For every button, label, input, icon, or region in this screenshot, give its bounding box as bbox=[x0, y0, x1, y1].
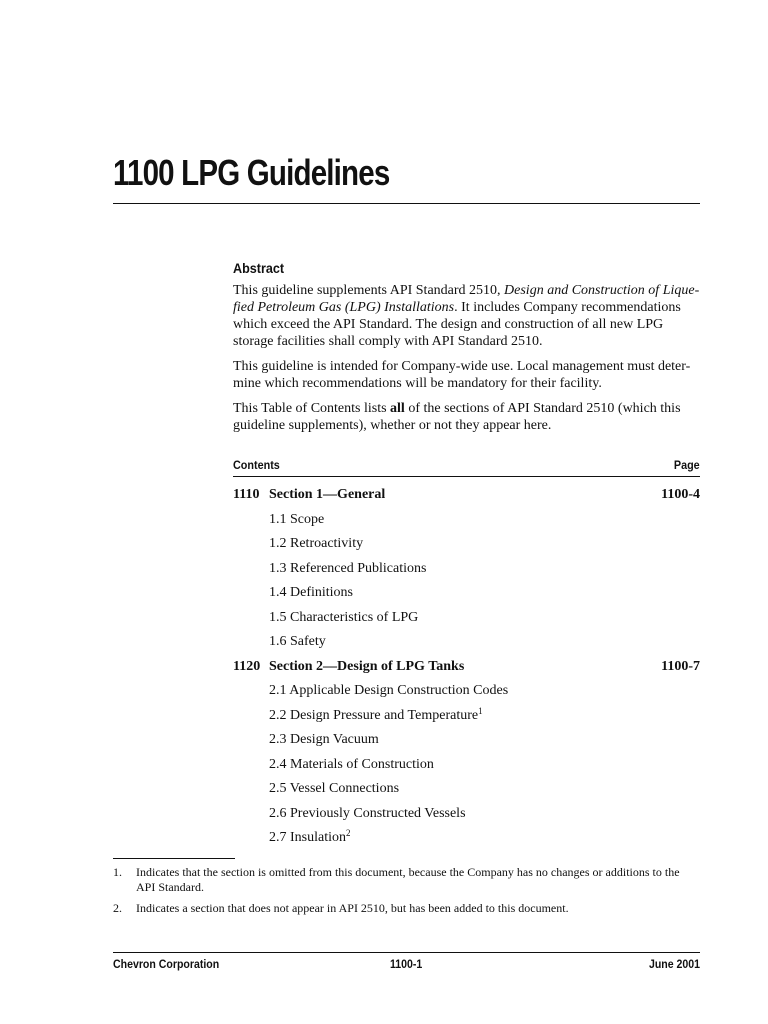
toc-item-row bbox=[233, 584, 700, 609]
toc-item-label: 2.1 Applicable Design Construction Codes bbox=[269, 683, 509, 698]
footer-page-number: 1100-1 bbox=[390, 957, 423, 971]
toc-item-label-wrap bbox=[269, 633, 326, 650]
toc-item-label: 1.6 Safety bbox=[269, 634, 326, 649]
toc-item-row bbox=[233, 829, 700, 854]
abstract-paragraph-1 bbox=[233, 282, 700, 350]
footnote-number: 2. bbox=[113, 901, 122, 915]
abstract-paragraph-3 bbox=[233, 400, 700, 434]
toc-item-label: 1.2 Retroactivity bbox=[269, 536, 364, 551]
footnote-divider bbox=[113, 858, 235, 859]
toc-item-row bbox=[233, 560, 700, 585]
contents-label: Contents bbox=[233, 458, 280, 472]
toc-section-page: 1100-7 bbox=[661, 658, 700, 674]
toc-item-row bbox=[233, 535, 700, 560]
footnote-text: Indicates that the section is omitted from this document, because the Company has no changes or additions to the API Standard. bbox=[136, 865, 680, 894]
toc-item-row bbox=[233, 780, 700, 805]
footer-date: June 2001 bbox=[648, 957, 700, 971]
abstract-p1-text-b: . It includes Company recommendations which exceed the API Standard. The design and construction of all new LPG storage facilities shall comply with API Standard 2510. bbox=[233, 300, 681, 349]
table-of-contents bbox=[233, 486, 700, 854]
toc-section-row bbox=[233, 658, 700, 683]
footnotes bbox=[113, 865, 700, 922]
toc-section-title: Section 2—Design of LPG Tanks bbox=[269, 658, 465, 674]
title-divider bbox=[113, 203, 700, 204]
toc-section-title: Section 1—General bbox=[269, 487, 386, 502]
abstract-p3-text-a: This Table of Contents lists bbox=[233, 401, 391, 416]
abstract-p3-text-b: of the sections of API Standard 2510 (which this guideline supplements), whether or not they appear here. bbox=[233, 401, 681, 433]
footer-divider bbox=[113, 952, 700, 953]
footnote-text: Indicates a section that does not appear in API 2510, but has been added to this document. bbox=[136, 901, 569, 915]
page-column-label: Page bbox=[674, 458, 700, 472]
toc-item-label-wrap bbox=[269, 511, 324, 528]
toc-item-label-wrap bbox=[269, 731, 379, 748]
footnote-number: 1. bbox=[113, 865, 122, 879]
toc-item-row bbox=[233, 805, 700, 830]
toc-item-label-wrap bbox=[269, 829, 351, 846]
toc-item-label: 1.5 Characteristics of LPG bbox=[269, 609, 419, 625]
toc-item-label-wrap bbox=[269, 609, 418, 626]
contents-divider bbox=[233, 476, 700, 477]
abstract-heading: Abstract bbox=[233, 260, 285, 276]
toc-item-label-wrap bbox=[269, 780, 399, 797]
toc-item-label: 2.4 Materials of Construction bbox=[269, 756, 434, 772]
toc-item-row bbox=[233, 731, 700, 756]
toc-item-row bbox=[233, 609, 700, 634]
toc-item-label-wrap bbox=[269, 805, 466, 822]
toc-item-label-wrap bbox=[269, 682, 508, 699]
toc-section-row bbox=[233, 486, 700, 511]
toc-item-label-wrap bbox=[269, 535, 363, 552]
toc-item-row bbox=[233, 511, 700, 536]
toc-item-label-wrap bbox=[269, 584, 353, 601]
toc-item-row bbox=[233, 682, 700, 707]
footnote-item bbox=[113, 865, 700, 895]
footer-company: Chevron Corporation bbox=[113, 957, 220, 971]
toc-item-row bbox=[233, 633, 700, 658]
toc-item-label: 1.3 Referenced Publications bbox=[269, 560, 427, 576]
toc-item-label-wrap bbox=[269, 560, 426, 577]
toc-item-label: 2.7 Insulation bbox=[269, 830, 346, 845]
toc-item-label: 2.5 Vessel Connections bbox=[269, 781, 400, 796]
abstract-paragraph-2: This guideline is intended for Company-wide use. Local management must deter-mine which recommendations will be mandatory for their facility. bbox=[233, 359, 691, 391]
abstract-p3-emphasis: all bbox=[390, 401, 405, 416]
abstract-p1-title: Design and Construction of Lique-fied Petroleum Gas (LPG) Installations bbox=[233, 283, 700, 315]
toc-section-page: 1100-4 bbox=[661, 487, 700, 502]
toc-item-label: 2.6 Previously Constructed Vessels bbox=[269, 805, 466, 821]
toc-item-row bbox=[233, 756, 700, 781]
footnote-marker: 1 bbox=[478, 705, 483, 716]
toc-item-row bbox=[233, 707, 700, 732]
toc-section-number: 1110 bbox=[233, 487, 260, 502]
toc-item-label: 1.1 Scope bbox=[269, 511, 325, 527]
contents-header bbox=[233, 458, 700, 476]
toc-item-label-wrap bbox=[269, 756, 434, 773]
page-title: 1100 LPG Guidelines bbox=[113, 152, 390, 193]
abstract-section bbox=[233, 260, 700, 442]
page-footer bbox=[113, 957, 700, 975]
toc-item-label: 2.3 Design Vacuum bbox=[269, 732, 379, 747]
toc-section-number: 1120 bbox=[233, 658, 261, 674]
toc-item-label: 2.2 Design Pressure and Temperature bbox=[269, 707, 479, 723]
toc-item-label: 1.4 Definitions bbox=[269, 585, 353, 600]
toc-item-label-wrap bbox=[269, 707, 483, 724]
footnote-marker: 2 bbox=[346, 828, 351, 838]
abstract-p1-text-a: This guideline supplements API Standard 2510, bbox=[233, 283, 505, 298]
footnote-item bbox=[113, 901, 700, 916]
